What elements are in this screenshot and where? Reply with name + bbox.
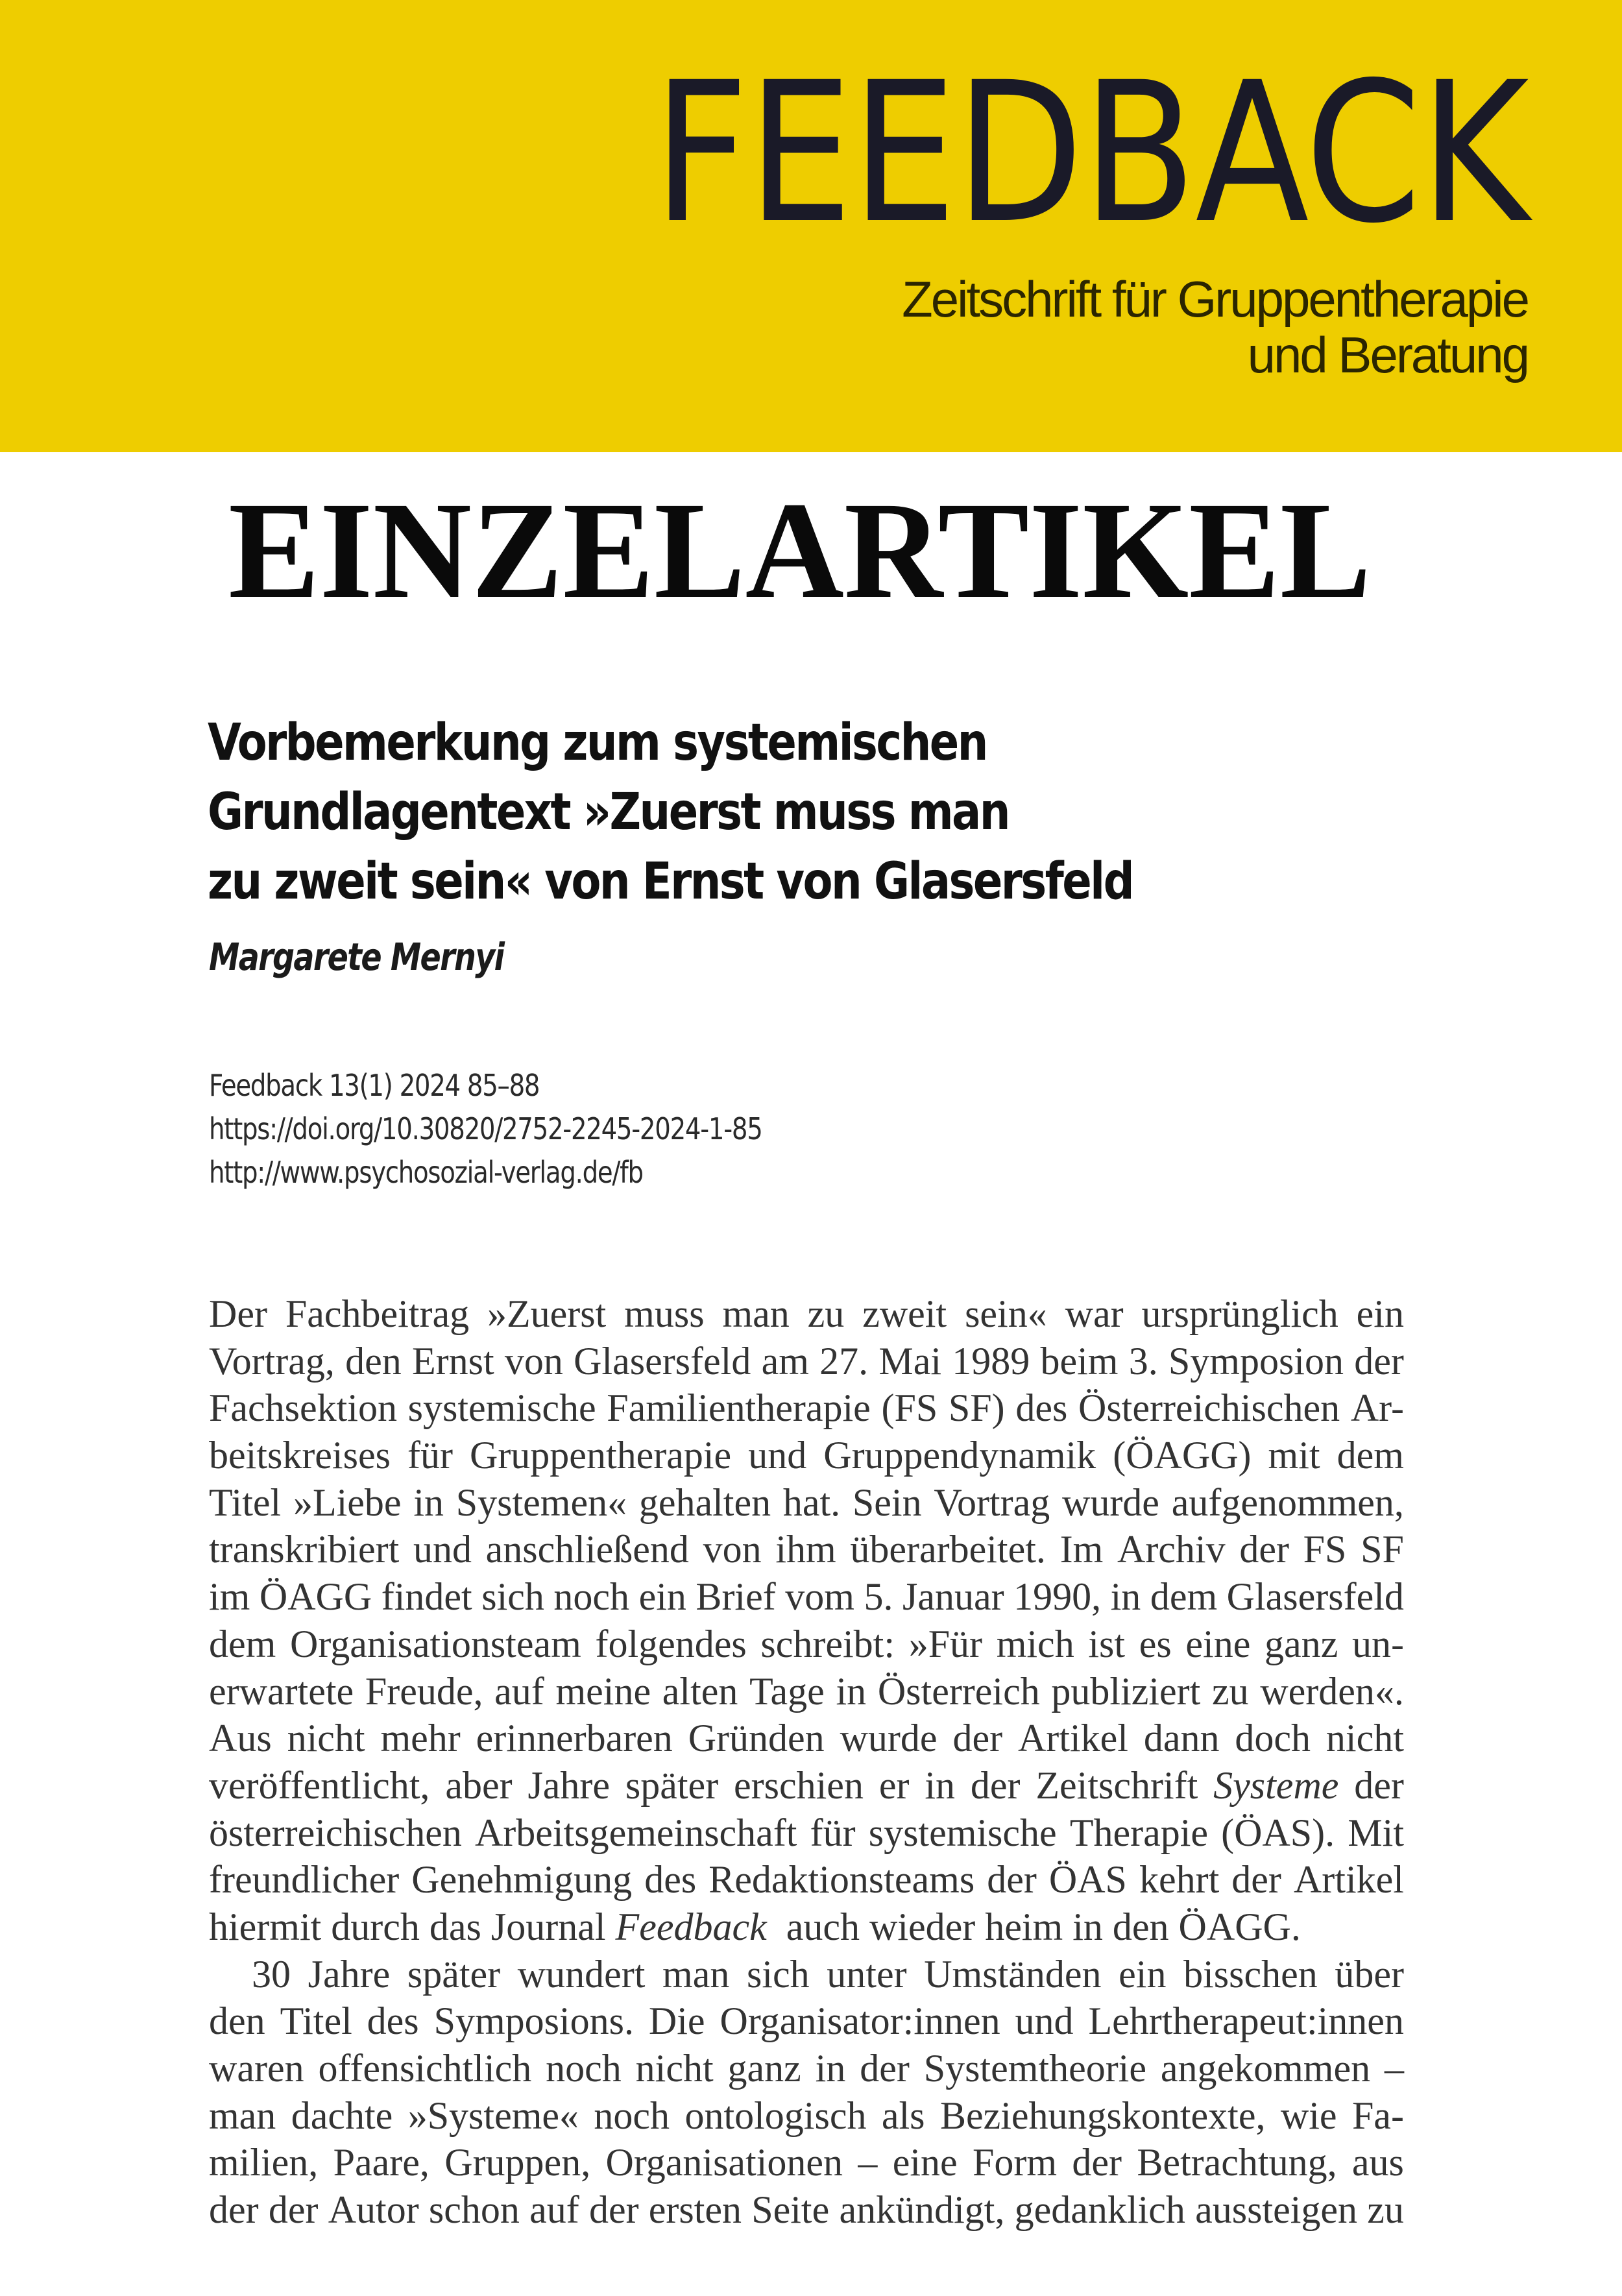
body-word: erschien bbox=[734, 1763, 864, 1807]
body-line bbox=[209, 1762, 1404, 1809]
body-line bbox=[209, 1338, 1404, 1385]
body-word: Jahre bbox=[527, 1763, 611, 1807]
body-word: milien, bbox=[209, 2141, 319, 2184]
body-word: muss bbox=[624, 1292, 705, 1335]
body-word: alten bbox=[662, 1669, 738, 1713]
body-word: der bbox=[952, 1717, 1003, 1760]
body-word: für bbox=[810, 1811, 856, 1854]
body-word: SF) bbox=[948, 1386, 1005, 1430]
body-word: überarbeitet. bbox=[850, 1528, 1046, 1571]
body-word: Ernst bbox=[411, 1339, 494, 1383]
body-word: dem bbox=[209, 1622, 276, 1665]
body-line bbox=[209, 2186, 1404, 2234]
body-word: mit bbox=[1268, 1434, 1320, 1477]
body-word: dann bbox=[1143, 1717, 1220, 1760]
body-word: Der bbox=[209, 1292, 267, 1335]
body-word: eine bbox=[1185, 1622, 1251, 1665]
body-word: Seite bbox=[751, 2188, 830, 2232]
body-word: Organisator:innen bbox=[720, 2000, 1000, 2043]
body-word: auf bbox=[529, 2188, 579, 2232]
body-word: beim bbox=[1040, 1339, 1119, 1383]
body-word: aber bbox=[445, 1763, 513, 1807]
body-word: Titel bbox=[280, 2000, 352, 2043]
body-word: der bbox=[588, 2188, 639, 2232]
journal-banner bbox=[0, 0, 1622, 452]
journal-subtitle-line: und Beratung bbox=[1247, 326, 1528, 383]
body-word: (FS bbox=[881, 1386, 938, 1430]
body-word: Fachsektion bbox=[209, 1386, 397, 1430]
body-word: aufgenommen, bbox=[1171, 1480, 1404, 1524]
journal-subtitle bbox=[684, 271, 1528, 383]
body-line bbox=[209, 1573, 1404, 1621]
body-word: 30 bbox=[252, 1952, 291, 1996]
body-word: ganz bbox=[727, 2047, 801, 2090]
body-line bbox=[209, 1856, 1404, 1903]
body-word: Gründen bbox=[688, 1717, 825, 1760]
body-word: Redaktionsteams bbox=[708, 1858, 975, 1902]
body-word: findet bbox=[381, 1575, 472, 1619]
body-word: veröffentlicht, bbox=[209, 1763, 430, 1807]
body-word: 5. bbox=[864, 1575, 893, 1619]
article-title bbox=[208, 708, 1283, 917]
body-word: Organisationen bbox=[605, 2141, 843, 2184]
body-word: Freude, bbox=[365, 1669, 483, 1713]
body-word: nicht bbox=[1325, 1717, 1404, 1760]
body-word: beitskreises bbox=[209, 1434, 391, 1477]
body-word: Aus bbox=[209, 1717, 272, 1760]
body-word: 3. bbox=[1128, 1339, 1158, 1383]
body-word: werden«. bbox=[1260, 1669, 1404, 1713]
body-word: des bbox=[367, 2000, 419, 2043]
body-word: schreibt: bbox=[760, 1622, 895, 1665]
body-word: wie bbox=[1280, 2094, 1337, 2137]
body-word: man bbox=[662, 1952, 730, 1996]
body-word: ersten bbox=[648, 2188, 742, 2232]
body-word: der bbox=[268, 2188, 319, 2232]
body-word: der bbox=[970, 1763, 1021, 1807]
body-word: heim bbox=[985, 1905, 1063, 1948]
body-word: am bbox=[761, 1339, 809, 1383]
body-word: meine bbox=[555, 1669, 651, 1713]
body-word: er bbox=[878, 1763, 910, 1807]
body-word: FS bbox=[1303, 1528, 1347, 1571]
body-word: ein bbox=[1119, 1952, 1167, 1996]
body-word: dem bbox=[1150, 1575, 1218, 1619]
body-word: später bbox=[625, 1763, 719, 1807]
body-word: Brief bbox=[696, 1575, 776, 1619]
body-word: war bbox=[1065, 1292, 1124, 1335]
body-word: – bbox=[1384, 2047, 1404, 2090]
body-word: sein« bbox=[965, 1292, 1047, 1335]
body-word: Systemen« bbox=[455, 1480, 627, 1524]
body-line bbox=[209, 2092, 1404, 2140]
body-word: im bbox=[209, 1575, 250, 1619]
body-word: »Für bbox=[908, 1622, 983, 1665]
body-word: Symposion bbox=[1168, 1339, 1344, 1383]
body-word: auf bbox=[494, 1669, 544, 1713]
body-word: Sein bbox=[852, 1480, 922, 1524]
body-word: zu bbox=[807, 1292, 845, 1335]
body-word: Paare, bbox=[333, 2141, 430, 2184]
body-word: Therapie bbox=[1069, 1811, 1209, 1854]
body-word: des bbox=[644, 1858, 697, 1902]
body-word: der bbox=[1354, 1763, 1404, 1807]
body-word: Autor bbox=[328, 2188, 419, 2232]
body-word: und bbox=[748, 1434, 807, 1477]
body-line bbox=[209, 1290, 1404, 1338]
body-line bbox=[209, 1526, 1404, 1573]
body-word: Österreich bbox=[877, 1669, 1040, 1713]
body-word: man bbox=[209, 2094, 276, 2137]
body-word: Feedback bbox=[615, 1905, 767, 1948]
body-word: ÖAGG. bbox=[1178, 1905, 1301, 1948]
body-word: des bbox=[1015, 1386, 1068, 1430]
body-word: in bbox=[1110, 1575, 1141, 1619]
body-word: mehr bbox=[380, 1717, 461, 1760]
body-word: Journal bbox=[490, 1905, 606, 1948]
body-word: ist bbox=[1088, 1622, 1126, 1665]
section-title: EINZELARTIKEL bbox=[228, 474, 1372, 627]
body-line bbox=[209, 1668, 1404, 1715]
body-line bbox=[209, 1998, 1404, 2045]
body-word: – bbox=[858, 2141, 878, 2184]
body-word: erinnerbaren bbox=[476, 1717, 673, 1760]
body-line bbox=[209, 1715, 1404, 1762]
body-word: angekommen bbox=[1160, 2047, 1371, 2090]
body-word: Glasersfeld bbox=[574, 1339, 751, 1383]
body-word: ein bbox=[1356, 1292, 1404, 1335]
body-word: über bbox=[1335, 1952, 1404, 1996]
body-word: dem bbox=[1337, 1434, 1404, 1477]
body-word: 27. bbox=[819, 1339, 869, 1383]
body-word: hiermit bbox=[209, 1905, 322, 1948]
body-word: freundlicher bbox=[209, 1858, 400, 1902]
body-word: 1990, bbox=[1013, 1575, 1102, 1619]
body-word: von bbox=[703, 1528, 762, 1571]
body-word: man bbox=[722, 1292, 790, 1335]
body-word: Organisationsteam bbox=[289, 1622, 581, 1665]
body-word: »Systeme« bbox=[407, 2094, 579, 2137]
body-word: Mit bbox=[1348, 1811, 1404, 1854]
body-word: wieder bbox=[869, 1905, 976, 1948]
body-word: zweit bbox=[862, 1292, 947, 1335]
body-word: der bbox=[1231, 1858, 1281, 1902]
body-word: in bbox=[1072, 1905, 1103, 1948]
body-word: Systeme bbox=[1213, 1763, 1339, 1807]
article-title-line: Grundlagentext »Zuerst muss man bbox=[208, 783, 1009, 841]
body-word: Gruppendynamik bbox=[823, 1434, 1096, 1477]
body-word: ÖAGG bbox=[259, 1575, 372, 1619]
body-word: aus bbox=[1351, 2141, 1404, 2184]
body-word: Genehmigung bbox=[411, 1858, 633, 1902]
body-word: wurde bbox=[840, 1717, 938, 1760]
body-word: der bbox=[1354, 1339, 1404, 1383]
body-word: »Zuerst bbox=[487, 1292, 607, 1335]
body-word: »Liebe bbox=[293, 1480, 402, 1524]
body-word: sich bbox=[481, 1575, 544, 1619]
body-word: der bbox=[1072, 2141, 1122, 2184]
body-word: Zeitschrift bbox=[1035, 1763, 1198, 1807]
body-word: den bbox=[209, 2000, 265, 2043]
website-link[interactable]: http://www.psychosozial-verlag.de/fb bbox=[209, 1155, 643, 1190]
body-word: der bbox=[1239, 1528, 1289, 1571]
body-word: Umständen bbox=[924, 1952, 1102, 1996]
body-word: kehrt bbox=[1139, 1858, 1220, 1902]
body-word: den bbox=[1112, 1905, 1169, 1948]
body-word: hat. bbox=[782, 1480, 841, 1524]
article-author: Margarete Mernyi bbox=[209, 935, 504, 979]
body-word: zu bbox=[1212, 1669, 1249, 1713]
body-word: Januar bbox=[902, 1575, 1004, 1619]
body-word: Vortrag bbox=[934, 1480, 1050, 1524]
body-word: Beziehungskontexte, bbox=[939, 2094, 1266, 2137]
body-word: Gruppentherapie bbox=[470, 1434, 732, 1477]
body-word: systemische bbox=[407, 1386, 596, 1430]
article-meta bbox=[209, 1064, 867, 1194]
body-word: nicht bbox=[287, 1717, 365, 1760]
body-word: publiziert bbox=[1051, 1669, 1201, 1713]
body-word: noch bbox=[594, 2094, 670, 2137]
body-word: gedanklich bbox=[1014, 2188, 1185, 2232]
body-word: den bbox=[345, 1339, 402, 1383]
body-word: Form bbox=[973, 2141, 1058, 2184]
body-word: ontologisch bbox=[684, 2094, 867, 2137]
body-word: ankündigt, bbox=[839, 2188, 1005, 2232]
body-word: Archiv bbox=[1117, 1528, 1226, 1571]
body-word: für bbox=[407, 1434, 453, 1477]
body-word: anschließend bbox=[485, 1528, 689, 1571]
body-word: noch bbox=[553, 1575, 630, 1619]
body-word: dachte bbox=[291, 2094, 393, 2137]
body-word: österreichischen bbox=[209, 1811, 462, 1854]
body-word: Ar- bbox=[1350, 1386, 1404, 1430]
body-word: nicht bbox=[635, 2047, 714, 2090]
body-word: Im bbox=[1059, 1528, 1104, 1571]
body-line bbox=[209, 1479, 1404, 1527]
body-word: Fachbeitrag bbox=[285, 1292, 470, 1335]
body-word: als bbox=[881, 2094, 925, 2137]
body-word: (ÖAGG) bbox=[1113, 1434, 1252, 1477]
body-word: Gruppen, bbox=[444, 2141, 591, 2184]
body-word: waren bbox=[209, 2047, 304, 2090]
body-word: später bbox=[407, 1952, 501, 1996]
body-line bbox=[209, 1903, 1404, 1951]
body-word: in bbox=[836, 1669, 867, 1713]
body-word: Arbeitsgemeinschaft bbox=[474, 1811, 797, 1854]
body-word: noch bbox=[546, 2047, 622, 2090]
body-word: schon bbox=[428, 2188, 520, 2232]
body-word: und bbox=[1015, 2000, 1074, 2043]
body-word: ursprünglich bbox=[1141, 1292, 1338, 1335]
body-word: Österreichischen bbox=[1078, 1386, 1340, 1430]
body-word: der bbox=[987, 1858, 1037, 1902]
body-word: Familientherapie bbox=[607, 1386, 871, 1430]
body-word: bisschen bbox=[1183, 1952, 1318, 1996]
body-word: ihm bbox=[775, 1528, 836, 1571]
body-word: Tage bbox=[749, 1669, 825, 1713]
body-word: erwartete bbox=[209, 1669, 354, 1713]
body-word: der bbox=[209, 2188, 259, 2232]
body-word: Betrachtung, bbox=[1137, 2141, 1337, 2184]
body-word: wurde bbox=[1061, 1480, 1159, 1524]
body-word: sich bbox=[747, 1952, 810, 1996]
body-word: der bbox=[860, 2047, 910, 2090]
body-word: Mai bbox=[878, 1339, 941, 1383]
body-word: mich bbox=[996, 1622, 1074, 1665]
body-word: Artikel bbox=[1017, 1717, 1128, 1760]
body-word: wundert bbox=[517, 1952, 646, 1996]
body-word: (ÖAS). bbox=[1221, 1811, 1335, 1854]
body-line bbox=[209, 1621, 1404, 1668]
body-word: folgendes bbox=[595, 1622, 747, 1665]
journal-subtitle-line: Zeitschrift für Gruppentherapie bbox=[902, 271, 1528, 328]
body-word: ein bbox=[638, 1575, 686, 1619]
body-word: transkribiert bbox=[209, 1528, 400, 1571]
body-word: Systemtheorie bbox=[923, 2047, 1146, 2090]
body-word: Glasersfeld bbox=[1226, 1575, 1404, 1619]
body-word: gehalten bbox=[638, 1480, 771, 1524]
body-word: in bbox=[413, 1480, 444, 1524]
journal-name: FEEDBACK bbox=[653, 41, 1528, 266]
body-line bbox=[209, 1432, 1404, 1479]
body-word: von bbox=[504, 1339, 563, 1383]
body-word: Titel bbox=[209, 1480, 282, 1524]
body-word: 1989 bbox=[952, 1339, 1030, 1383]
body-word: Fa- bbox=[1351, 2094, 1404, 2137]
doi-link[interactable]: https://doi.org/10.30820/2752-2245-2024-1-85 bbox=[209, 1111, 762, 1146]
body-word: Symposions. bbox=[433, 2000, 634, 2043]
body-word: aussteigen bbox=[1195, 2188, 1358, 2232]
article-title-line: zu zweit sein« von Ernst von Glasersfeld bbox=[208, 852, 1133, 911]
body-word: unter bbox=[827, 1952, 907, 1996]
body-word: un- bbox=[1351, 1622, 1404, 1665]
body-word: ÖAS bbox=[1048, 1858, 1127, 1902]
body-word: offensichtlich bbox=[318, 2047, 532, 2090]
body-word: Die bbox=[648, 2000, 705, 2043]
body-word: systemische bbox=[868, 1811, 1057, 1854]
body-line bbox=[209, 1809, 1404, 1857]
body-word: durch bbox=[331, 1905, 420, 1948]
body-line bbox=[209, 1384, 1404, 1432]
body-word: es bbox=[1139, 1622, 1172, 1665]
citation: Feedback 13(1) 2024 85–88 bbox=[209, 1068, 540, 1103]
body-line bbox=[209, 1951, 1404, 1998]
body-word: auch bbox=[786, 1905, 860, 1948]
body-word: und bbox=[413, 1528, 472, 1571]
body-word: eine bbox=[892, 2141, 958, 2184]
body-word: Jahre bbox=[308, 1952, 391, 1996]
body-word: in bbox=[815, 2047, 846, 2090]
body-word: doch bbox=[1235, 1717, 1311, 1760]
body-word: Vortrag, bbox=[209, 1339, 335, 1383]
article-title-line: Vorbemerkung zum systemischen bbox=[208, 714, 987, 772]
article-body bbox=[209, 1290, 1404, 2234]
body-word: SF bbox=[1361, 1528, 1404, 1571]
body-line bbox=[209, 2045, 1404, 2092]
body-word: Artikel bbox=[1293, 1858, 1404, 1902]
body-word: Lehrtherapeut:innen bbox=[1088, 2000, 1404, 2043]
body-line bbox=[209, 2139, 1404, 2186]
body-word: zu bbox=[1367, 2188, 1404, 2232]
body-word: vom bbox=[785, 1575, 854, 1619]
body-word: das bbox=[429, 1905, 481, 1948]
body-word: in bbox=[925, 1763, 955, 1807]
body-word: ganz bbox=[1265, 1622, 1338, 1665]
